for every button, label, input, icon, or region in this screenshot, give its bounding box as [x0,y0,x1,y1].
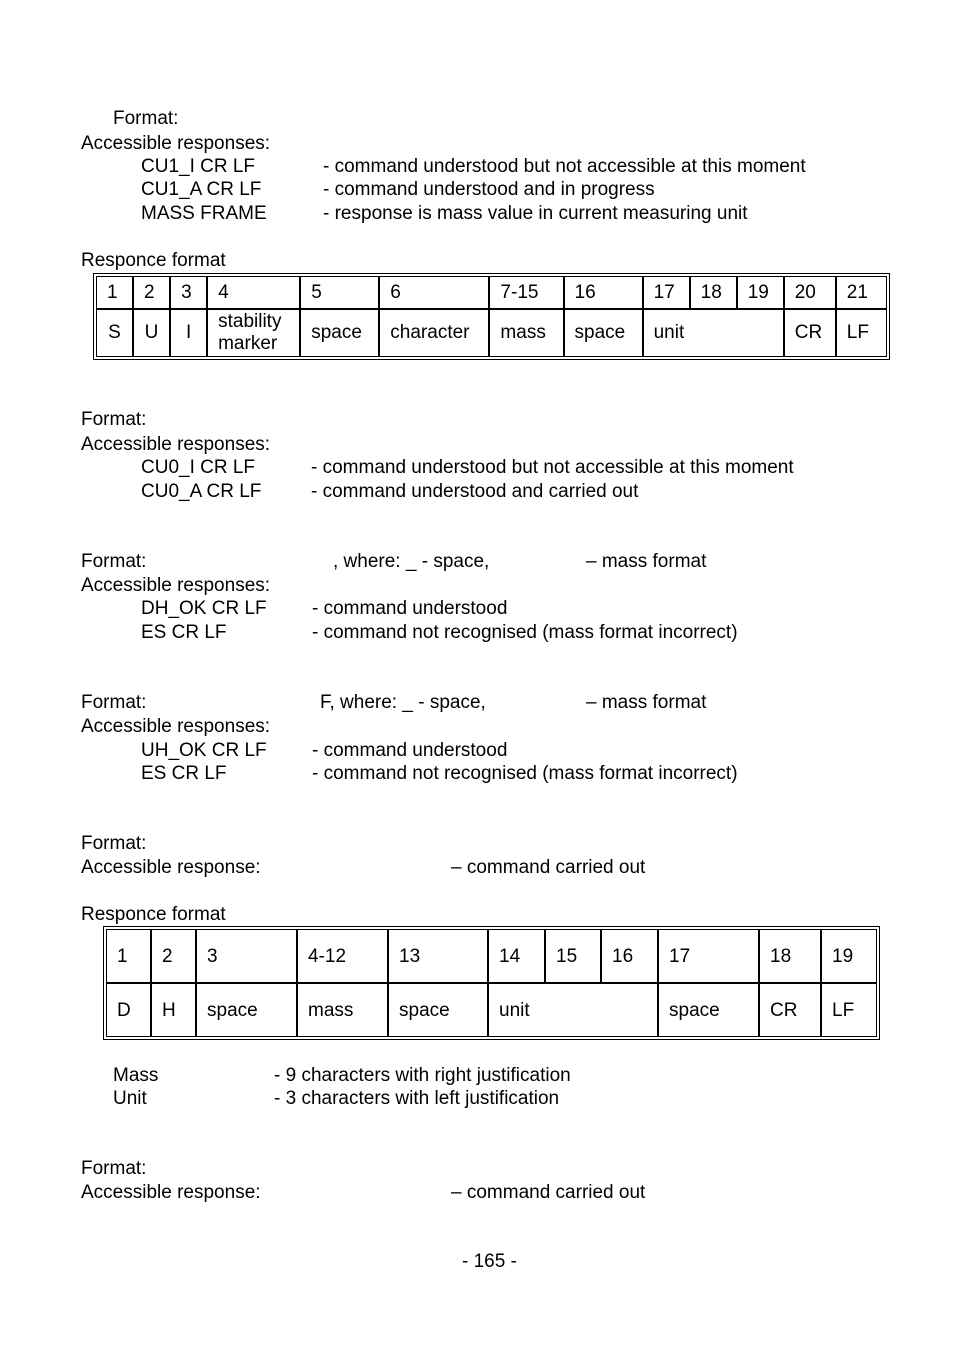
response-label: Accessible response: [81,1182,261,1203]
format-label: Format: [81,1158,147,1179]
format-label: Format: [113,108,179,129]
note-desc: - 3 characters with left justification [274,1088,560,1109]
response-code: CU0_A CR LF [141,481,262,502]
table-header-cell: 19 [821,929,877,983]
response-code: DH_OK CR LF [141,598,267,619]
table-cell: mass [489,309,563,357]
format-where: F, where: _ - space, [320,692,486,713]
table-header-cell: 6 [379,276,489,309]
table-cell: space [564,309,643,357]
format-label: Format: [81,551,147,572]
table-caption: Responce format [81,250,226,271]
format-label: Format: [81,833,147,854]
table-header-cell: 14 [488,929,545,983]
table-cell: stability marker [207,309,300,357]
table-header-cell: 17 [643,276,690,309]
response-format-table [103,926,880,1040]
table-header-row [96,276,887,309]
table-header-cell: 3 [170,276,207,309]
response-code: ES CR LF [141,763,227,784]
response-desc: - command understood [312,598,508,619]
table-cell: space [300,309,379,357]
table-header-row [106,929,877,983]
table-cell: character [379,309,489,357]
response-code: CU0_I CR LF [141,457,256,478]
page-number: - 165 - [462,1251,517,1272]
response-code: CU1_A CR LF [141,179,262,200]
table-cell: U [133,309,170,357]
response-desc: - command not recognised (mass format incorrect) [312,622,738,643]
table-cell: space [196,983,297,1037]
table-row [106,983,877,1037]
format-mass: – mass format [586,551,707,572]
response-desc: - command understood [312,740,508,761]
table-header-cell: 7-15 [489,276,563,309]
table-header-cell: 18 [690,276,737,309]
table-cell: mass [297,983,388,1037]
table-cell: LF [821,983,877,1037]
response-desc: – command carried out [451,1182,646,1203]
table-header-cell: 16 [564,276,643,309]
responses-label: Accessible responses: [81,716,271,737]
table-header-cell: 4 [207,276,300,309]
table-caption: Responce format [81,904,226,925]
note-desc: - 9 characters with right justification [274,1065,571,1086]
note-term: Unit [113,1088,147,1109]
response-desc: - command understood but not accessible at this moment [311,457,794,478]
response-desc: - command not recognised (mass format incorrect) [312,763,738,784]
format-label: Format: [81,409,147,430]
table-cell: space [388,983,488,1037]
table-header-cell: 19 [737,276,784,309]
response-code: CU1_I CR LF [141,156,256,177]
responses-label: Accessible responses: [81,575,271,596]
table-cell: H [151,983,196,1037]
table-cell: S [96,309,133,357]
format-label: Format: [81,692,147,713]
response-desc: – command carried out [451,857,646,878]
response-desc: - command understood but not accessible at this moment [323,156,806,177]
table-header-cell: 1 [96,276,133,309]
table-header-cell: 16 [601,929,658,983]
table-cell: I [170,309,207,357]
table-row [96,309,887,357]
response-code: UH_OK CR LF [141,740,267,761]
format-where: , where: _ - space, [333,551,490,572]
response-desc: - command understood and carried out [311,481,639,502]
table-header-cell: 15 [545,929,601,983]
response-desc: - response is mass value in current measuring unit [323,203,748,224]
responses-label: Accessible responses: [81,133,271,154]
note-term: Mass [113,1065,159,1086]
table-cell: CR [784,309,836,357]
response-code: ES CR LF [141,622,227,643]
table-header-cell: 5 [300,276,379,309]
table-header-cell: 17 [658,929,759,983]
table-cell: unit [643,309,784,357]
table-header-cell: 18 [759,929,821,983]
response-label: Accessible response: [81,857,261,878]
table-header-cell: 20 [784,276,836,309]
table-header-cell: 4-12 [297,929,388,983]
table-cell: space [658,983,759,1037]
response-format-table [93,273,890,360]
table-cell: D [106,983,151,1037]
responses-label: Accessible responses: [81,434,271,455]
response-code: MASS FRAME [141,203,267,224]
format-mass: – mass format [586,692,707,713]
table-header-cell: 1 [106,929,151,983]
table-header-cell: 2 [133,276,170,309]
table-header-cell: 3 [196,929,297,983]
table-header-cell: 2 [151,929,196,983]
table-cell: unit [488,983,658,1037]
table-cell: CR [759,983,821,1037]
response-desc: - command understood and in progress [323,179,655,200]
table-header-cell: 21 [836,276,887,309]
table-cell: LF [836,309,887,357]
table-header-cell: 13 [388,929,488,983]
